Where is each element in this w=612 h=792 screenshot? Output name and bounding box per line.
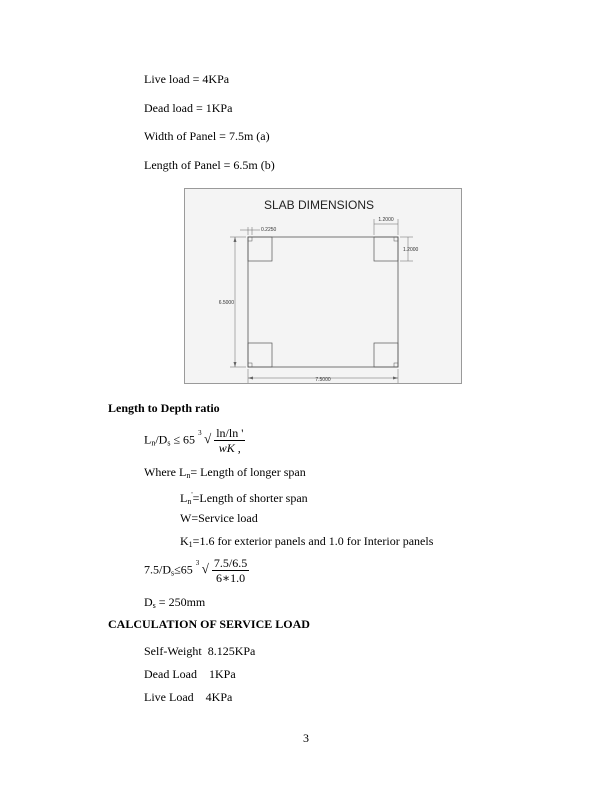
panel-width-line: Width of Panel = 7.5m (a)	[144, 129, 270, 143]
service-row: Live Load 4KPa	[144, 690, 233, 704]
calc-formula: $7.5/D_s\le 65$ 3 √ $\frac{7.5/6.5}{6∗1.0}$	[144, 556, 248, 585]
dim-top-small: 0.2250	[261, 227, 277, 233]
service-load-def: W=Service load	[180, 511, 258, 525]
figure-title: SLAB DIMENSIONS	[263, 198, 375, 212]
service-load-heading: CALCULATION OF SERVICE LOAD	[108, 617, 310, 631]
where-line: Where $L_n=$ Length of longer span	[144, 465, 306, 480]
depth-result: $D_s = 250mm$	[144, 595, 206, 610]
dim-right: 1.2000	[403, 247, 419, 253]
dim-left: 6.5000	[218, 300, 234, 306]
corner-box-bottom-right	[374, 343, 398, 367]
ratio-heading: Length to Depth ratio	[108, 401, 220, 415]
corner-box-top-left	[248, 237, 272, 261]
service-row: Self-Weight 8.125KPa	[144, 644, 256, 658]
dim-bottom: 7.5000	[315, 377, 331, 383]
ratio-formula: $L_n/D_s \le 65$ 3 √ $\frac{\ln/\ln '}{wK ,}$	[144, 426, 244, 455]
slab-outline	[248, 237, 398, 367]
k-factor-line: $K_1=1.6$ for exterior panels and 1.0 for Interior panels	[180, 534, 434, 549]
corner-box-bottom-left	[248, 343, 272, 367]
dim-top-right: 1.2000	[378, 217, 394, 223]
shorter-span-line: $L_n'=Length$ of shorter span	[180, 491, 308, 506]
service-row: Dead Load 1KPa	[144, 667, 236, 681]
ratio-fraction: $\frac{\ln/\ln '}{wK ,}$	[216, 426, 244, 455]
live-load-line: Live load = 4KPa	[144, 72, 230, 86]
dead-load-line: Dead load = 1KPa	[144, 101, 233, 115]
calc-fraction: $\frac{7.5/6.5}{6∗1.0}$	[213, 556, 248, 585]
slab-dimensions-figure	[184, 188, 462, 384]
corner-box-top-right	[374, 237, 398, 261]
panel-length-line: Length of Panel = 6.5m (b)	[144, 158, 275, 172]
page-number: 3	[303, 731, 309, 745]
